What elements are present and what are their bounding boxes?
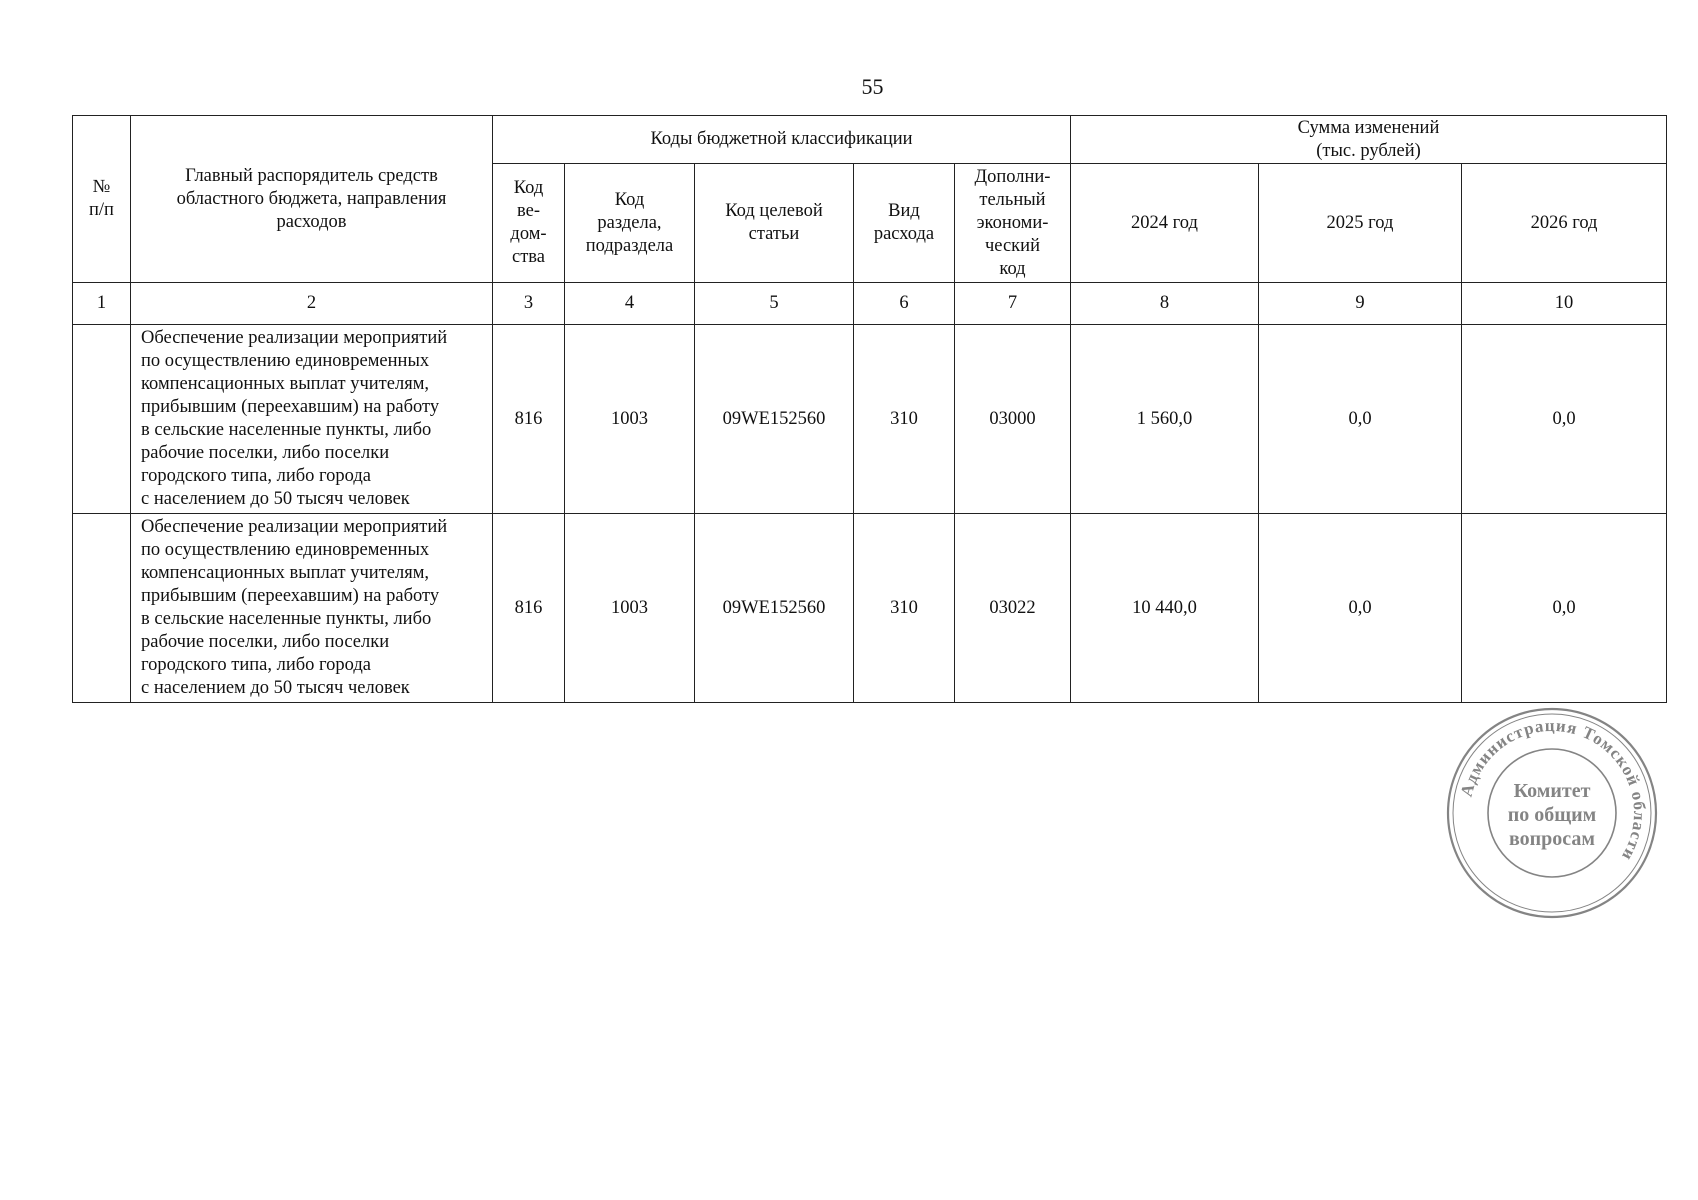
header-group-sum-text: Сумма изменений (тыс. рублей): [1297, 117, 1440, 161]
row-code-razdel: 1003: [565, 325, 695, 514]
row-code-ved: 816: [493, 325, 565, 514]
row-sum-2025: 0,0: [1259, 325, 1462, 514]
row-code-vid: 310: [854, 514, 955, 703]
header-group-codes: Коды бюджетной классификации: [493, 116, 1071, 164]
row-sum-2026: 0,0: [1462, 514, 1667, 703]
header-col-main: [131, 116, 493, 283]
index-cell: 6: [854, 283, 955, 325]
index-cell: 8: [1071, 283, 1259, 325]
header-year-2024: 2024 год: [1071, 164, 1259, 283]
index-cell: 1: [73, 283, 131, 325]
page-number: 55: [861, 74, 884, 99]
row-sum-2026: 0,0: [1462, 325, 1667, 514]
stamp-center-line-1: Комитет: [1513, 780, 1591, 802]
row-code-target: 09WE152560: [695, 325, 854, 514]
row-code-razdel: 1003: [565, 514, 695, 703]
header-code-razdel: Код раздела, подраздела: [565, 164, 695, 283]
header-col-num: [73, 116, 131, 283]
row-code-vid: 310: [854, 325, 955, 514]
header-group-sum: [1071, 116, 1667, 164]
header-code-extra: Дополни- тельный экономи- ческий код: [955, 164, 1071, 283]
row-code-ved: 816: [493, 514, 565, 703]
header-code-target: Код целевой статьи: [695, 164, 854, 283]
row-expense-name: Обеспечение реализации мероприятий по осуществлению единовременных компенсационных выплат учителям, прибывшим (переехавшим) на работу в сельские населенные пункты, либо рабочие поселки, либо поселки городского типа, либо города с населением до 50 тысяч человек: [131, 325, 493, 514]
row-sum-2025: 0,0: [1259, 514, 1462, 703]
official-stamp: [1444, 705, 1660, 921]
stamp-center-line-2: по общим: [1507, 804, 1597, 826]
stamp-center-line-3: вопросам: [1508, 828, 1596, 850]
row-number: [73, 514, 131, 703]
budget-changes-table: [72, 115, 1667, 703]
row-sum-2024: 1 560,0: [1071, 325, 1259, 514]
header-year-2025: 2025 год: [1259, 164, 1462, 283]
row-code-target: 09WE152560: [695, 514, 854, 703]
index-cell: 2: [131, 283, 493, 325]
row-expense-name: Обеспечение реализации мероприятий по осуществлению единовременных компенсационных выплат учителям, прибывшим (переехавшим) на работу в сельские населенные пункты, либо рабочие поселки, либо поселки городского типа, либо города с населением до 50 тысяч человек: [131, 514, 493, 703]
row-code-extra: 03022: [955, 514, 1071, 703]
stamp-ring-textpath: Администрация Томской области: [1456, 715, 1650, 865]
table-row: [73, 325, 1667, 514]
row-sum-2024: 10 440,0: [1071, 514, 1259, 703]
header-row-1: [73, 116, 1667, 164]
index-cell: 3: [493, 283, 565, 325]
index-cell: 10: [1462, 283, 1667, 325]
header-code-vid: Вид расхода: [854, 164, 955, 283]
row-code-extra: 03000: [955, 325, 1071, 514]
row-number: [73, 325, 131, 514]
index-cell: 7: [955, 283, 1071, 325]
header-col-main-text: Главный распорядитель средств областного бюджета, направления расходов: [176, 165, 447, 232]
index-cell: 5: [695, 283, 854, 325]
stamp-ink: [1448, 709, 1656, 917]
table-row: [73, 514, 1667, 703]
header-code-ved: Код ве- дом- ства: [493, 164, 565, 283]
column-index-row: [73, 283, 1667, 325]
index-cell: 9: [1259, 283, 1462, 325]
header-col-num-text: № п/п: [89, 177, 114, 220]
header-year-2026: 2026 год: [1462, 164, 1667, 283]
index-cell: 4: [565, 283, 695, 325]
